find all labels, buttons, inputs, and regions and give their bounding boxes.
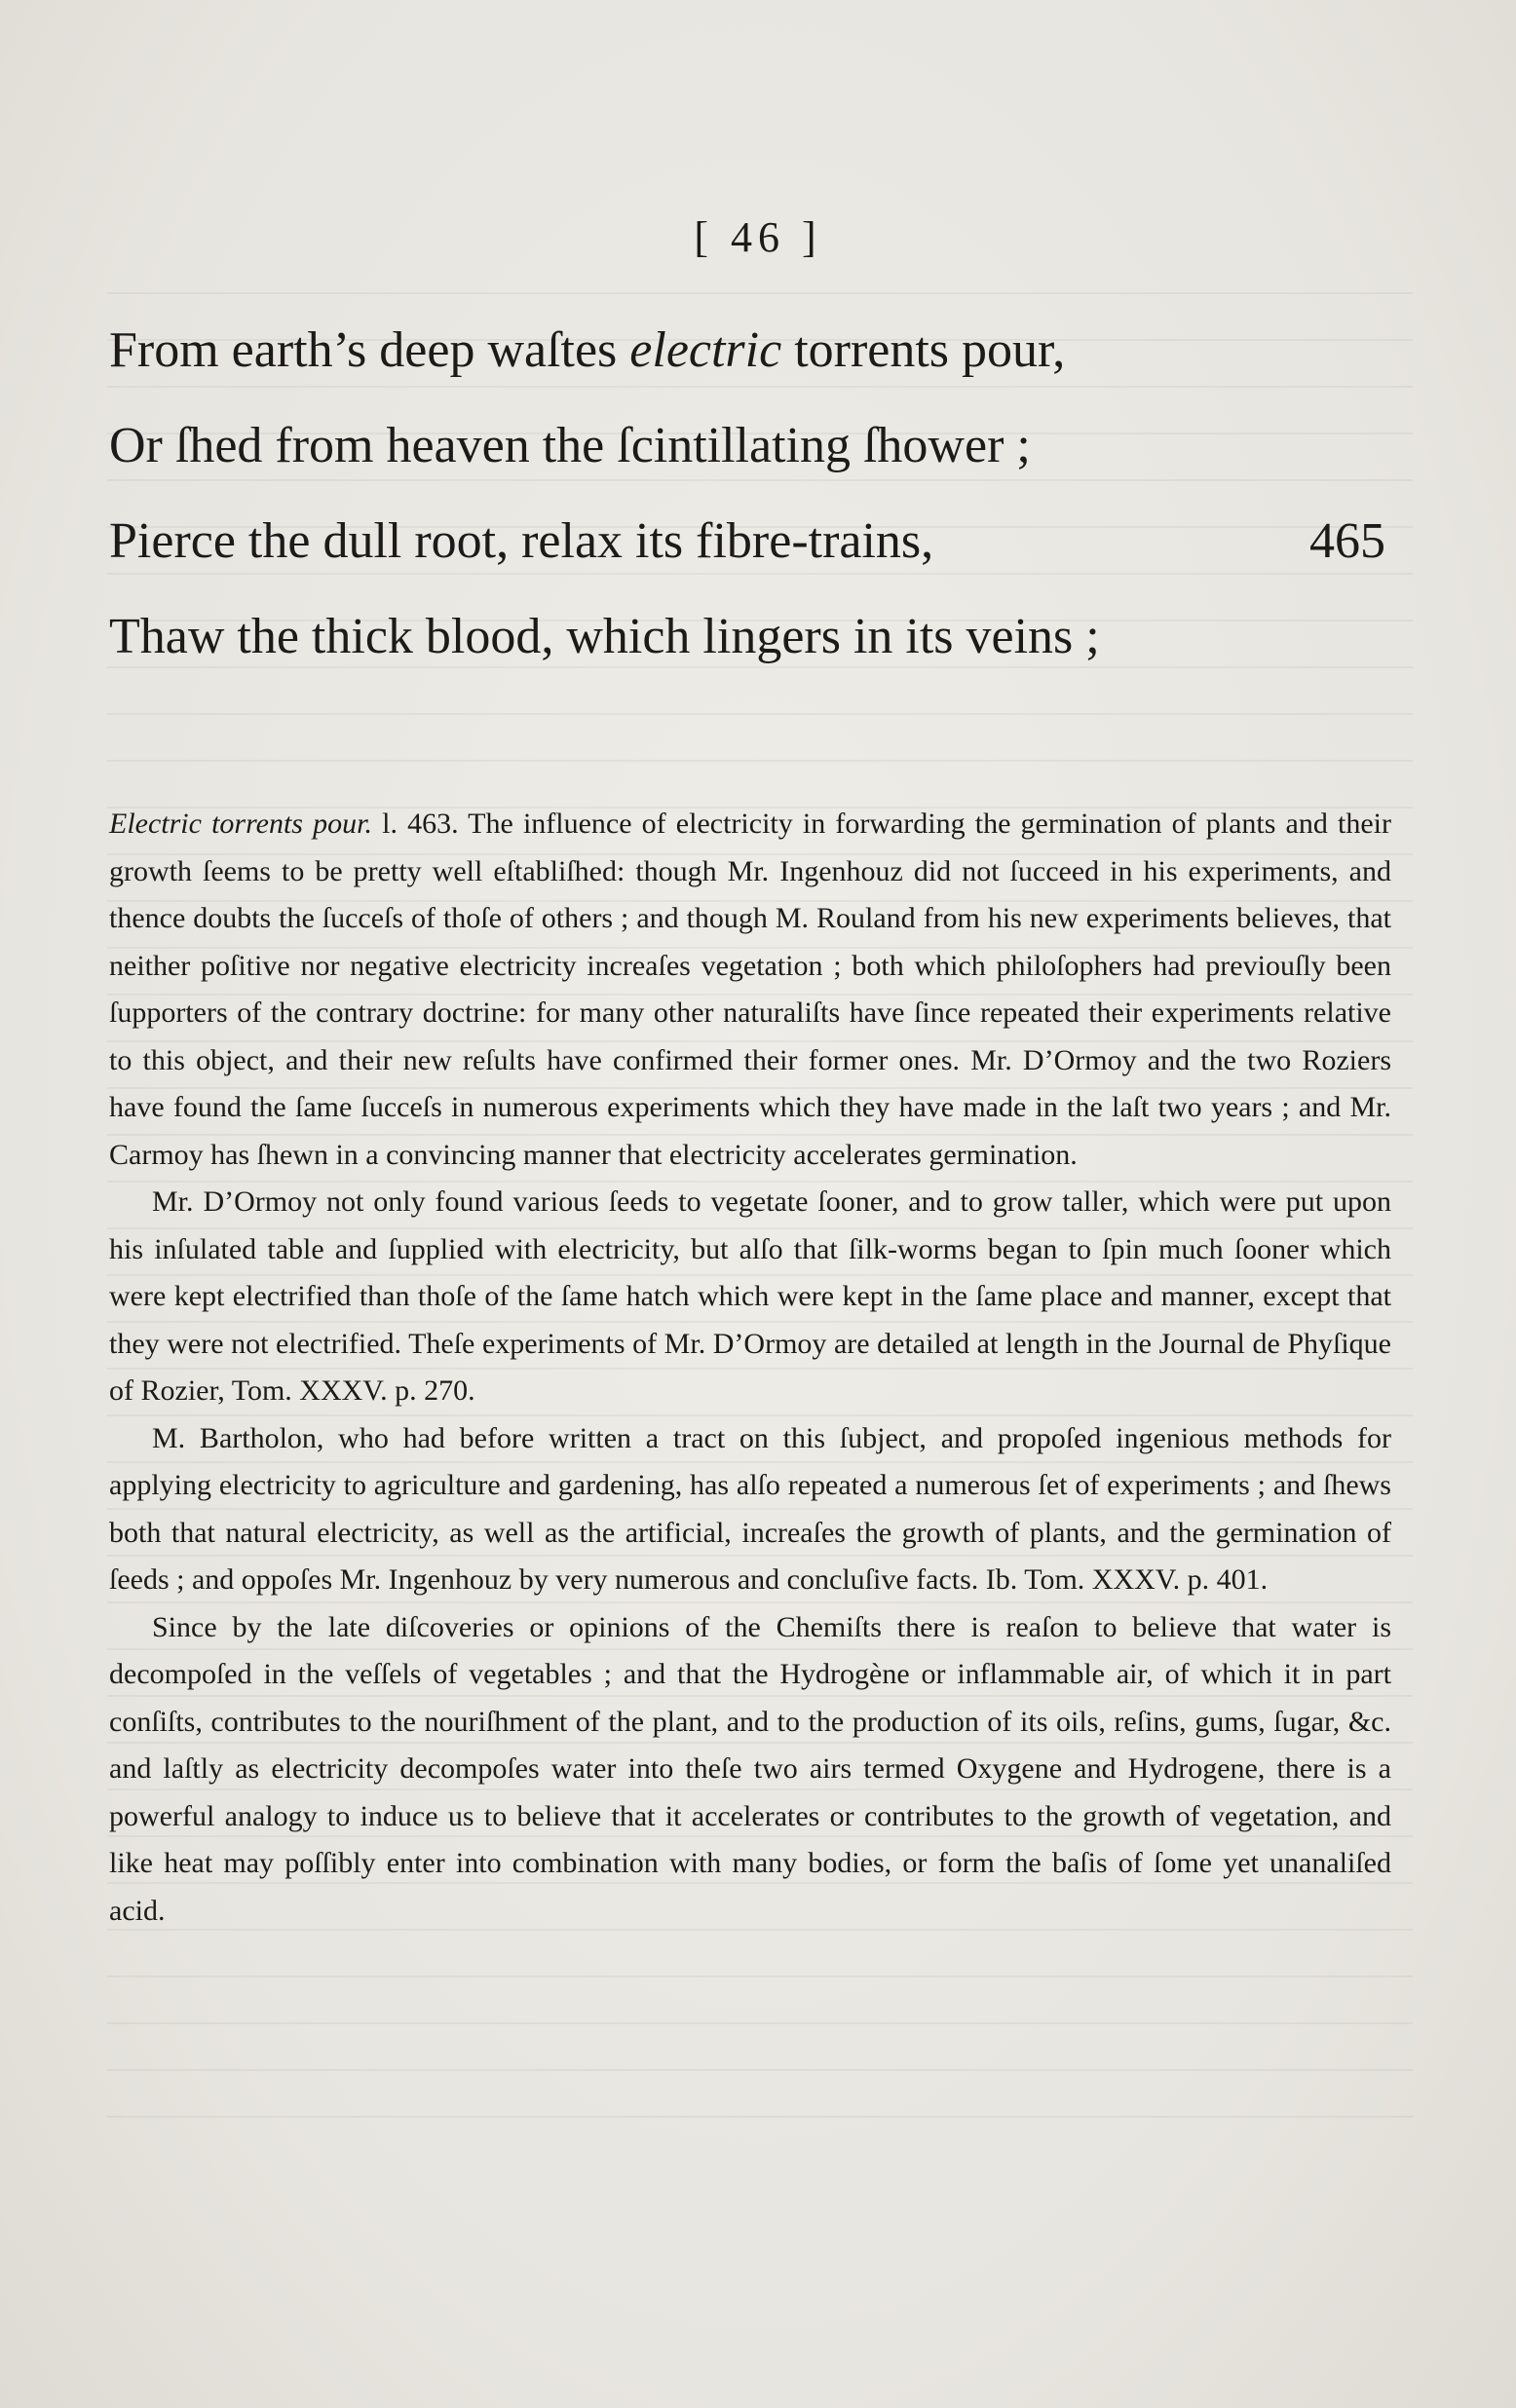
note-paragraph-4: Since by the late diſcoveries or opinions of the Chemiſts there is reaſon to believe that water is decompoſed in the veſſels of vegetables ; and that the Hydrogène or inflammable air, of which it in part conſiſts, contributes to the nouriſhment of the plant, and to the production of its oils, reſins, gums, ſugar, &c. and laſtly as electricity decompoſes water into theſe two airs termed Oxygene and Hydrogene, there is a powerful analogy to induce us to believe that it accelerates or contributes to the growth of vegetation, and like heat may poſſibly enter into combination with many bodies, or form the baſis of ſome yet unanaliſed acid.: [109, 1610, 1391, 1927]
line-number: 465: [1309, 513, 1385, 569]
verse-line-1: From earth’s deep waſtes electric torrents pour,: [109, 322, 1066, 378]
footnotes: [109, 801, 1391, 1935]
note-paragraph-2: Mr. D’Ormoy not only found various ſeeds to vegetate ſooner, and to grow taller, which were put upon his inſulated table and ſupplied with electricity, but alſo that ſilk-worms began to ſpin much ſooner which were kept electrified than thoſe of the ſame hatch which were kept in the ſame place and manner, except that they were not electrified. Theſe experiments of Mr. D’Ormoy are detailed at length in the Journal de Phyſique of Rozier, Tom. XXXV. p. 270.: [109, 1185, 1391, 1407]
verse-line-4: Thaw the thick blood, which lingers in its veins ;: [109, 609, 1100, 664]
italic-word: electric: [629, 322, 782, 378]
page-number: [ 46 ]: [694, 213, 822, 261]
note-paragraph-1: Electric torrents pour. l. 463. The influence of electricity in forwarding the germination of plants and their growth ſeems to be pretty well eſtabliſhed: though Mr. Ingenhouz did not ſucceed in his experiments, and thence doubts the ſucceſs of thoſe of others ; and though M. Rouland from his new experiments believes, that neither poſitive nor negative electricity increaſes vegetation ; both which philoſophers had previouſly been ſupporters of the contrary doctrine: for many other naturaliſts have ſince repeated their experiments relative to this object, and their new reſults have confirmed their former ones. Mr. D’Ormoy and the two Roziers have found the ſame ſucceſs in numerous experiments which they have made in the laſt two years ; and Mr. Carmoy has ſhewn in a convincing manner that electricity accelerates germination.: [109, 808, 1391, 1171]
verse-line-3: Pierce the dull root, relax its fibre-trains, 465: [109, 513, 1385, 569]
note-paragraph-3: M. Bartholon, who had before written a tract on this ſubject, and propoſed ingenious methods for applying electricity to agriculture and gardening, has alſo repeated a numerous ſet of experiments ; and ſhews both that natural electricity, as well as the artificial, increaſes the growth of plants, and the germination of ſeeds ; and oppoſes Mr. Ingenhouz by very numerous and concluſive facts. Ib. Tom. XXXV. p. 401.: [109, 1421, 1391, 1596]
note-lead: Electric torrents pour.: [109, 808, 372, 840]
verse-line-2: Or ſhed from heaven the ſcintillating ſhower ;: [109, 418, 1031, 473]
